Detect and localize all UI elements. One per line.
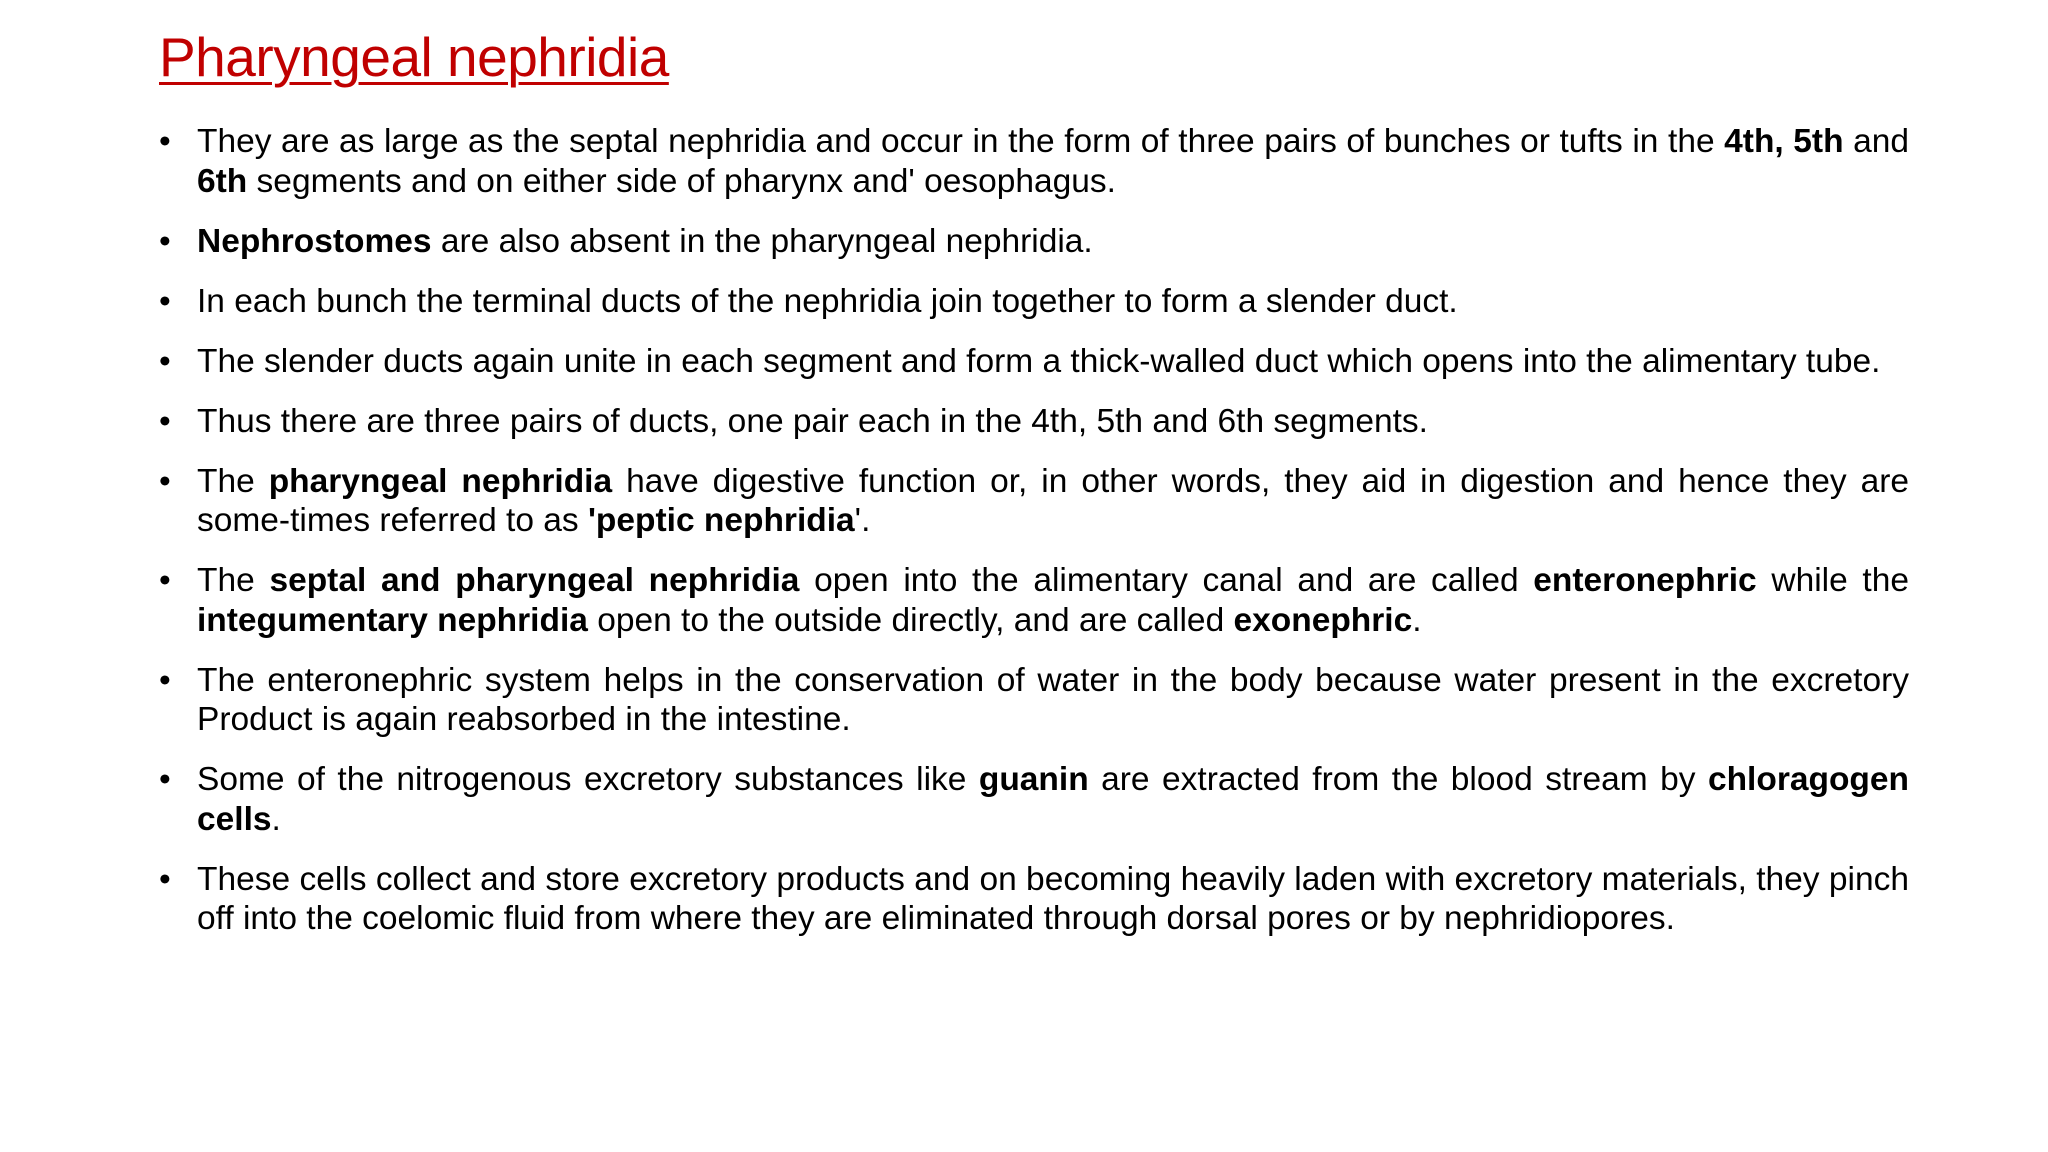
text-run: '. (854, 502, 871, 539)
bullet-list (159, 122, 1909, 959)
bullet-item (159, 222, 1909, 262)
bullet-item (159, 402, 1909, 442)
bullet-item (159, 561, 1909, 640)
text-run: are extracted from the blood stream by (1088, 761, 1708, 798)
bold-text-run: integumentary nephridia (197, 601, 588, 639)
bullet-marker: • (159, 222, 171, 260)
bold-text-run: 4th, 5th (1724, 123, 1844, 160)
bullet-item (159, 282, 1909, 322)
bold-text-run: guanin (978, 761, 1089, 798)
text-run: In each bunch the terminal ducts of the nephridia join together to form a slender duct. (197, 282, 1458, 320)
text-run: open to the outside directly, and are called (587, 601, 1234, 639)
bullet-item (159, 661, 1909, 740)
text-run: They are as large as the septal nephridia and occur in the form of three pairs of bunches or tufts in the (197, 123, 1725, 160)
bullet-marker: • (159, 462, 171, 500)
text-run: The (197, 462, 269, 500)
text-run: The enteronephric system helps in the conservation of water in the body because water present in the excretory Product is again reabsorbed in the intestine. (197, 661, 1909, 738)
bullet-item (159, 122, 1909, 201)
bullet-item (159, 462, 1909, 541)
text-run: . (271, 800, 281, 838)
bullet-item (159, 760, 1909, 839)
text-run: . (1412, 601, 1422, 639)
bullet-marker: • (159, 123, 171, 160)
bold-text-run: septal and pharyngeal nephridia (269, 562, 800, 599)
text-run: while the (1756, 562, 1909, 599)
text-run: are also absent in the pharyngeal nephridia. (431, 222, 1093, 260)
bullet-marker: • (159, 761, 171, 798)
bullet-marker: • (159, 562, 171, 599)
bold-text-run: 6th (197, 162, 248, 200)
bullet-item (159, 860, 1909, 939)
text-run: open into the alimentary canal and are called (799, 562, 1534, 599)
bold-text-run: pharyngeal nephridia (268, 462, 613, 500)
text-run: Thus there are three pairs of ducts, one pair each in the 4th, 5th and 6th segments. (197, 402, 1428, 440)
slide-title: Pharyngeal nephridia (159, 26, 669, 88)
bold-text-run: Nephrostomes (197, 222, 432, 260)
bullet-marker: • (159, 282, 171, 320)
bullet-marker: • (159, 402, 171, 440)
bullet-item (159, 342, 1909, 382)
text-run: The slender ducts again unite in each segment and form a thick-walled duct which opens into the alimentary tube. (197, 342, 1881, 380)
text-run: and (1843, 123, 1910, 160)
bullet-marker: • (159, 342, 171, 380)
text-run: The (197, 562, 270, 599)
bullet-marker: • (159, 661, 171, 699)
bold-text-run: chloragogen cells (197, 761, 1909, 838)
text-run: have digestive function or, in other words, they aid in digestion and hence they are some-times referred to as (197, 462, 1909, 539)
bold-text-run: 'peptic nephridia (587, 502, 855, 539)
bold-text-run: enteronephric (1533, 562, 1757, 599)
text-run: These cells collect and store excretory products and on becoming heavily laden with excretory materials, they pinch off into the coelomic fluid from where they are eliminated through dorsal pores or by nephridiopores. (197, 860, 1909, 937)
bold-text-run: exonephric (1233, 601, 1413, 639)
text-run: Some of the nitrogenous excretory substances like (197, 761, 979, 798)
text-run: segments and on either side of pharynx and' oesophagus. (247, 162, 1116, 200)
bullet-marker: • (159, 860, 171, 898)
